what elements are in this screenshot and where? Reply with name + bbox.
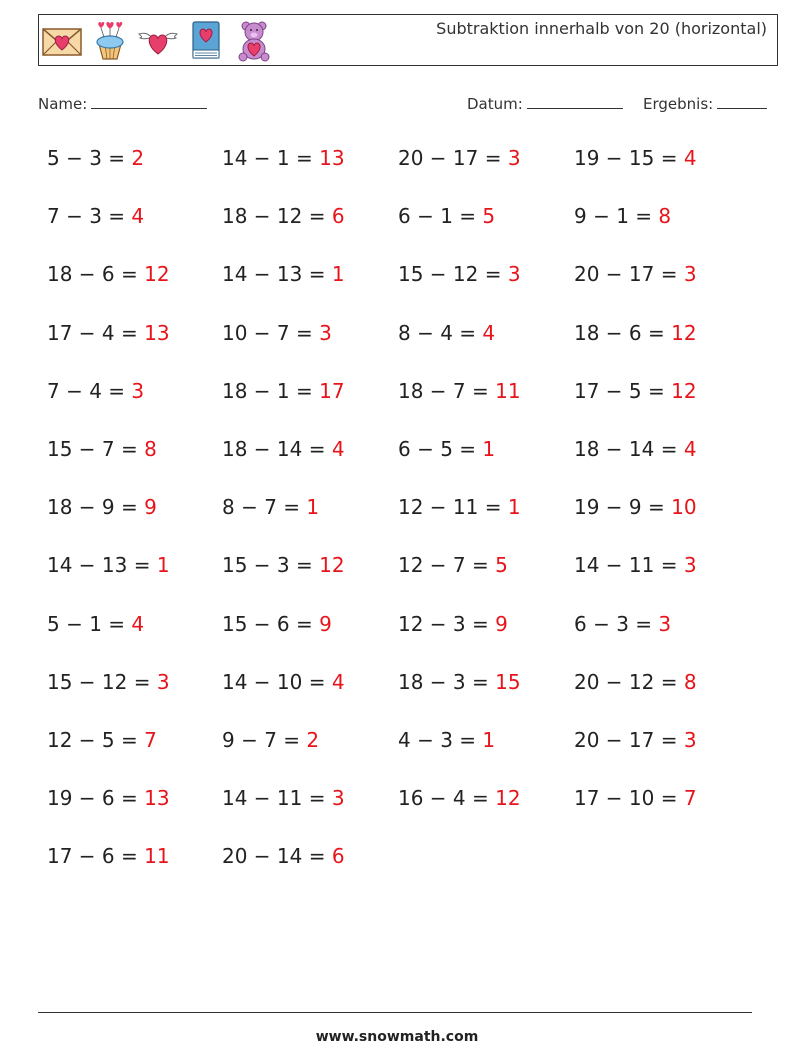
problem-item (47, 786, 170, 810)
problem-answer: 9 (319, 611, 332, 636)
problem-answer: 1 (306, 495, 320, 520)
problem-expression: 18 − 7 = (398, 378, 489, 403)
problem-expression: 5 − 3 = (47, 146, 126, 170)
problem-expression: 4 − 3 = (398, 728, 477, 752)
problem-expression: 20 − 17 = (574, 262, 678, 287)
envelope-heart-icon (41, 20, 83, 62)
page-title: Subtraktion innerhalb von 20 (horizontal) (436, 19, 767, 38)
problem-item (222, 670, 345, 694)
problem-expression: 8 − 4 = (398, 320, 477, 345)
footer-divider (38, 1012, 752, 1013)
problem-expression: 6 − 5 = (398, 437, 477, 461)
problem-expression: 15 − 3 = (222, 553, 313, 578)
problem-answer: 2 (131, 146, 145, 170)
problem-expression: 17 − 6 = (47, 844, 138, 869)
problem-answer: 13 (144, 786, 170, 811)
problem-expression: 18 − 12 = (222, 204, 326, 229)
problem-item (47, 553, 170, 577)
problem-answer: 3 (319, 320, 332, 345)
problem-expression: 17 − 5 = (574, 378, 665, 403)
problem-answer: 13 (144, 320, 170, 345)
problem-expression: 14 − 13 = (47, 553, 151, 578)
problem-expression: 20 − 14 = (222, 844, 326, 869)
problem-expression: 16 − 4 = (398, 786, 489, 811)
problem-answer: 4 (482, 320, 496, 345)
problem-expression: 20 − 12 = (574, 669, 678, 694)
problem-expression: 15 − 12 = (47, 669, 151, 694)
problem-expression: 18 − 14 = (222, 437, 326, 461)
date-blank[interactable] (527, 94, 623, 109)
name-label: Name: (38, 95, 88, 113)
problem-item (574, 379, 697, 403)
problem-expression: 18 − 1 = (222, 378, 313, 403)
problem-answer: 17 (319, 378, 345, 403)
problem-item (222, 844, 345, 868)
problem-item (222, 262, 345, 286)
problem-answer: 3 (507, 262, 521, 287)
problem-expression: 18 − 3 = (398, 669, 489, 694)
problem-item (574, 495, 697, 519)
problem-item (398, 146, 521, 170)
problem-item (574, 146, 697, 170)
problem-answer: 7 (144, 728, 157, 752)
problem-answer: 7 (683, 786, 697, 811)
problem-item (222, 437, 345, 461)
problem-answer: 3 (507, 146, 521, 170)
problem-answer: 10 (671, 495, 697, 520)
problem-answer: 4 (131, 204, 145, 229)
problem-item (398, 379, 521, 403)
problem-item (398, 204, 495, 228)
problem-answer: 9 (144, 495, 157, 520)
problem-item (47, 612, 144, 636)
problem-item (47, 844, 170, 868)
problem-expression: 14 − 11 = (222, 786, 326, 811)
problem-item (574, 728, 697, 752)
problem-item (47, 670, 170, 694)
problem-expression: 12 − 3 = (398, 611, 489, 636)
problem-answer: 9 (495, 611, 508, 636)
problem-answer: 3 (658, 611, 672, 636)
problem-item (574, 262, 697, 286)
problem-item (222, 321, 332, 345)
problem-expression: 18 − 14 = (574, 437, 678, 461)
heart-book-icon (185, 20, 227, 62)
problem-answer: 1 (482, 437, 496, 461)
date-label: Datum: (467, 95, 523, 113)
problem-answer: 15 (495, 669, 521, 694)
problem-expression: 12 − 11 = (398, 495, 502, 520)
problem-item (398, 728, 495, 752)
winged-heart-icon (137, 20, 179, 62)
problem-expression: 15 − 12 = (398, 262, 502, 287)
problem-expression: 15 − 6 = (222, 611, 313, 636)
problem-expression: 7 − 4 = (47, 378, 126, 403)
teddy-bear-heart-icon (233, 20, 275, 62)
problem-expression: 6 − 3 = (574, 611, 653, 636)
problem-expression: 14 − 10 = (222, 669, 326, 694)
problem-expression: 18 − 9 = (47, 495, 138, 520)
problem-answer: 4 (331, 669, 345, 694)
problem-item (574, 786, 697, 810)
problem-expression: 15 − 7 = (47, 437, 138, 461)
problem-answer: 1 (482, 728, 496, 752)
problem-item (398, 321, 495, 345)
date-field (467, 94, 623, 113)
problem-answer: 3 (683, 553, 697, 578)
problem-item (574, 553, 697, 577)
problem-answer: 4 (683, 146, 697, 170)
problem-expression: 17 − 4 = (47, 320, 138, 345)
problem-item (47, 204, 144, 228)
problem-item (47, 437, 157, 461)
problem-expression: 17 − 10 = (574, 786, 678, 811)
problem-answer: 12 (671, 378, 697, 403)
problem-item (222, 146, 345, 170)
problem-answer: 11 (495, 378, 521, 403)
problem-item (222, 495, 319, 519)
result-field (643, 94, 767, 113)
problem-expression: 19 − 9 = (574, 495, 665, 520)
problem-item (222, 553, 345, 577)
cupcake-hearts-icon (89, 20, 131, 62)
problem-item (222, 786, 345, 810)
problem-expression: 9 − 7 = (222, 728, 301, 752)
problem-item (574, 670, 697, 694)
header-icons (41, 19, 275, 63)
problem-item (574, 437, 697, 461)
problem-answer: 5 (482, 204, 496, 229)
problem-expression: 8 − 7 = (222, 495, 301, 520)
problem-answer: 8 (144, 437, 157, 461)
problem-item (574, 321, 697, 345)
problem-expression: 14 − 11 = (574, 553, 678, 578)
problem-answer: 4 (331, 437, 345, 461)
problem-expression: 12 − 7 = (398, 553, 489, 578)
problem-item (222, 612, 332, 636)
problem-item (47, 379, 144, 403)
problem-answer: 1 (156, 553, 170, 578)
problem-item (398, 786, 521, 810)
problem-answer: 12 (495, 786, 521, 811)
problem-item (398, 437, 495, 461)
result-label: Ergebnis: (643, 95, 714, 113)
problem-expression: 19 − 6 = (47, 786, 138, 811)
problem-item (398, 670, 521, 694)
problem-expression: 10 − 7 = (222, 320, 313, 345)
footer-site: www.snowmath.com (315, 1029, 479, 1045)
problem-answer: 2 (306, 728, 320, 752)
problem-item (47, 495, 157, 519)
problem-item (47, 262, 170, 286)
problem-answer: 1 (507, 495, 521, 520)
problem-answer: 4 (683, 437, 697, 461)
problem-item (398, 262, 521, 286)
problem-expression: 5 − 1 = (47, 611, 126, 636)
problem-answer: 8 (658, 204, 672, 229)
problem-item (222, 728, 319, 752)
problem-expression: 20 − 17 = (574, 728, 678, 752)
problem-answer: 11 (144, 844, 170, 869)
problem-answer: 12 (319, 553, 345, 578)
problem-expression: 18 − 6 = (47, 262, 138, 287)
problem-item (47, 146, 144, 170)
problem-answer: 5 (495, 553, 508, 578)
problem-answer: 12 (671, 320, 697, 345)
problem-expression: 14 − 13 = (222, 262, 326, 287)
problem-answer: 3 (683, 262, 697, 287)
problem-expression: 18 − 6 = (574, 320, 665, 345)
problem-item (47, 321, 170, 345)
problem-answer: 1 (331, 262, 345, 287)
problem-answer: 4 (131, 611, 145, 636)
problem-answer: 3 (683, 728, 697, 752)
result-blank[interactable] (717, 94, 767, 109)
problem-answer: 3 (331, 786, 345, 811)
problem-item (574, 204, 671, 228)
problem-expression: 9 − 1 = (574, 204, 653, 229)
problem-item (574, 612, 671, 636)
problem-item (47, 728, 157, 752)
problem-answer: 3 (131, 378, 145, 403)
problem-item (222, 379, 345, 403)
problem-answer: 13 (319, 146, 345, 170)
problem-expression: 14 − 1 = (222, 146, 313, 170)
problem-answer: 6 (331, 844, 345, 869)
problem-expression: 7 − 3 = (47, 204, 126, 229)
name-blank[interactable] (91, 94, 207, 109)
problem-answer: 8 (683, 669, 697, 694)
problem-expression: 20 − 17 = (398, 146, 502, 170)
problem-item (398, 612, 508, 636)
problem-expression: 19 − 15 = (574, 146, 678, 170)
problem-item (222, 204, 345, 228)
worksheet-header (38, 14, 778, 66)
problem-expression: 6 − 1 = (398, 204, 477, 229)
problem-answer: 6 (331, 204, 345, 229)
problem-answer: 12 (144, 262, 170, 287)
problem-answer: 3 (156, 669, 170, 694)
problem-expression: 12 − 5 = (47, 728, 138, 752)
name-field (38, 94, 207, 113)
problem-item (398, 495, 521, 519)
problem-item (398, 553, 508, 577)
